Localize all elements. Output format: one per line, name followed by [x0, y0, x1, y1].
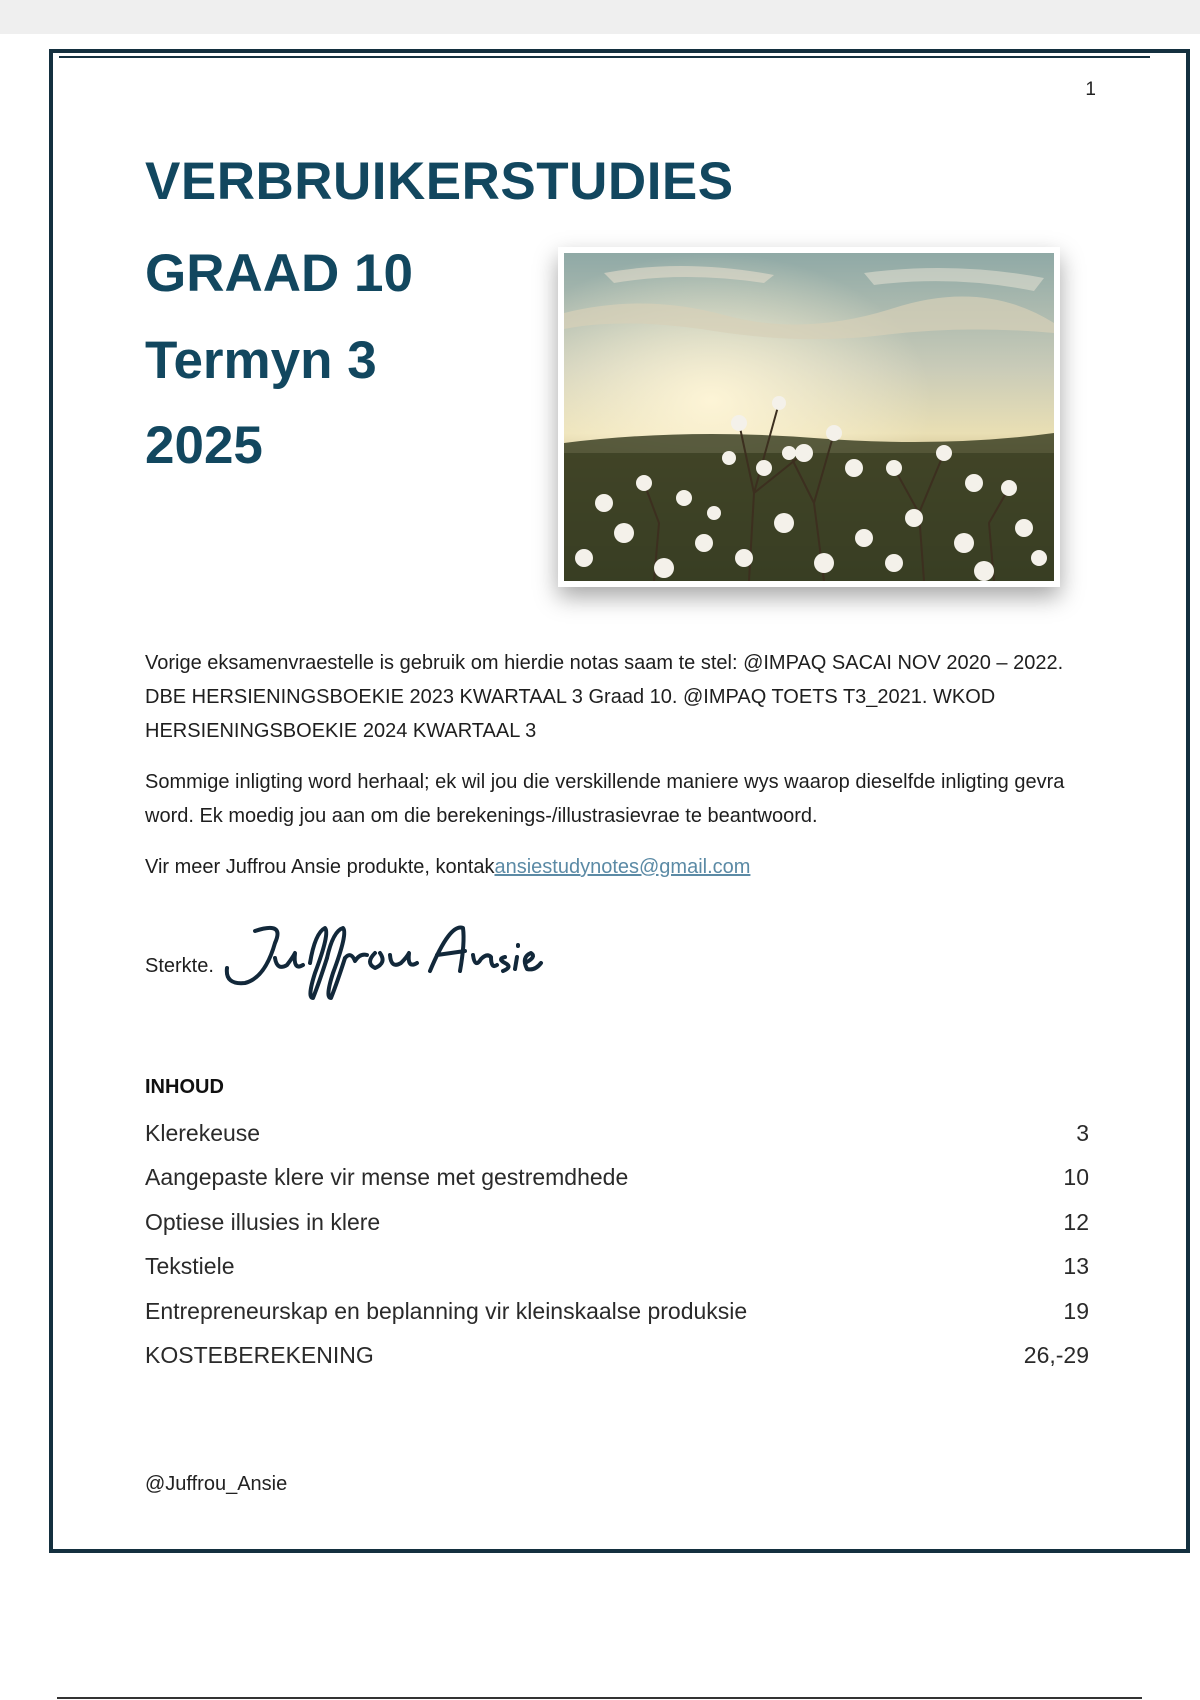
toc-item-label: Aangepaste klere vir mense met gestremdhede	[145, 1164, 629, 1191]
subject-title: VERBRUIKERSTUDIES	[145, 152, 734, 211]
toc-item-label: Entrepreneurskap en beplanning vir kleinskaalse produksie	[145, 1297, 748, 1324]
handwritten-signature	[215, 913, 545, 1003]
toc-item[interactable]	[145, 1111, 1089, 1156]
toc-item-page: 10	[1063, 1164, 1089, 1191]
intro-paragraph-sources: Vorige eksamenvraestelle is gebruik om hierdie notas saam te stel: @IMPAQ SACAI NOV 2020 – 2022. DBE HERSIENINGSBOEKIE 2023 KWARTAAL 3 Graad 10. @IMPAQ TOETS T3_2021. WKOD HERSIENINGSBOEKIE 2024 KWARTAAL 3	[145, 652, 1064, 742]
cotton-field-image	[564, 253, 1054, 581]
toc-item-page: 13	[1063, 1253, 1089, 1280]
toc-item[interactable]	[145, 1245, 1089, 1290]
grade-title: GRAAD 10	[145, 244, 414, 303]
toc-item-page: 19	[1063, 1297, 1089, 1324]
term-title: Termyn 3	[145, 331, 377, 390]
signoff-label: Sterkte.	[145, 955, 214, 977]
viewer-top-band	[0, 0, 1200, 34]
toc-item[interactable]	[145, 1156, 1089, 1201]
toc-item-page: 3	[1076, 1119, 1089, 1146]
toc-item-page: 12	[1063, 1208, 1089, 1235]
year-title: 2025	[145, 416, 263, 475]
header-rule	[59, 56, 1150, 58]
signoff	[145, 913, 645, 1003]
cotton-field-photo	[558, 247, 1060, 587]
toc-item-label: Tekstiele	[145, 1253, 235, 1280]
contact-email-link[interactable]: ansiestudynotes@gmail.com	[494, 856, 751, 878]
document-page	[49, 49, 1190, 1553]
next-page-rule	[57, 1697, 1142, 1699]
toc-item-label: Klerekeuse	[145, 1119, 261, 1146]
toc-item-page: 26,-29	[1023, 1342, 1089, 1369]
intro-paragraph-repetition: Sommige inligting word herhaal; ek wil jou die verskillende maniere wys waarop dieselfde inligting gevra word. Ek moedig jou aan om die berekenings-/illustrasievrae te beantwoord.	[145, 771, 1065, 827]
toc-item-label: KOSTEBEREKENING	[145, 1342, 374, 1369]
contact-prefix: Vir meer Juffrou Ansie produkte, kontak	[145, 856, 495, 878]
page-number: 1	[1085, 79, 1096, 100]
contact-line	[145, 850, 1105, 884]
toc-item[interactable]	[145, 1289, 1089, 1334]
toc-item-label: Optiese illusies in klere	[145, 1208, 381, 1235]
toc-heading: INHOUD	[145, 1076, 224, 1098]
toc-item[interactable]	[145, 1200, 1089, 1245]
toc-item[interactable]	[145, 1334, 1089, 1379]
footer-social-handle: @Juffrou_Ansie	[145, 1473, 288, 1495]
table-of-contents	[145, 1111, 1089, 1378]
